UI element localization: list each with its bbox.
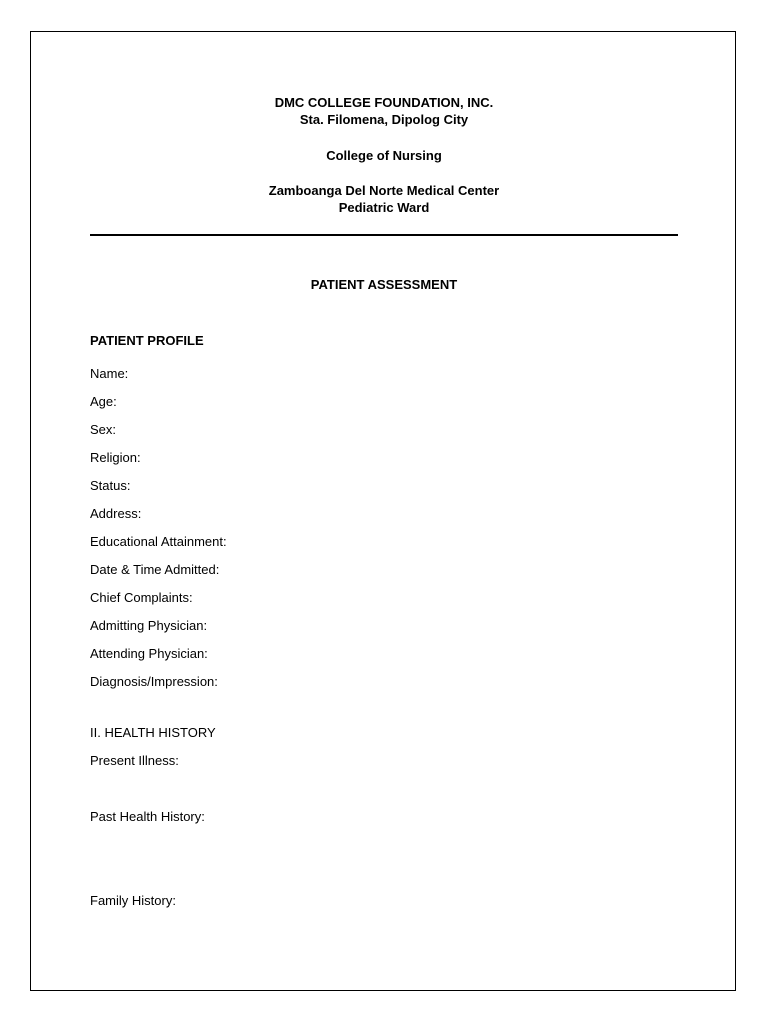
institution-location: Sta. Filomena, Dipolog City: [299, 112, 469, 127]
header-divider: [90, 234, 678, 236]
institution-name: DMC COLLEGE FOUNDATION, INC.: [274, 95, 494, 110]
field-chief-complaints: Chief Complaints:: [90, 590, 193, 605]
document-page: [30, 31, 736, 991]
field-present-illness: Present Illness:: [90, 753, 179, 768]
field-sex: Sex:: [90, 422, 117, 437]
field-diagnosis-impression: Diagnosis/Impression:: [90, 674, 218, 689]
field-family-history: Family History:: [90, 893, 176, 908]
field-date-time-admitted: Date & Time Admitted:: [90, 562, 220, 577]
hospital-name: Zamboanga Del Norte Medical Center: [268, 183, 500, 198]
field-name: Name:: [90, 366, 129, 381]
field-status: Status:: [90, 478, 131, 493]
patient-profile-fields: [90, 360, 227, 696]
ward-name: Pediatric Ward: [338, 200, 430, 215]
document-title: PATIENT ASSESSMENT: [310, 277, 458, 292]
field-past-health-history: Past Health History:: [90, 809, 205, 824]
field-admitting-physician: Admitting Physician:: [90, 618, 208, 633]
field-attending-physician: Attending Physician:: [90, 646, 208, 661]
field-educational-attainment: Educational Attainment:: [90, 534, 227, 549]
patient-profile-heading: PATIENT PROFILE: [90, 333, 204, 348]
field-address: Address:: [90, 506, 142, 521]
field-religion: Religion:: [90, 450, 141, 465]
health-history-heading: II. HEALTH HISTORY: [90, 725, 216, 740]
college-name: College of Nursing: [326, 148, 442, 163]
field-age: Age:: [90, 394, 117, 409]
